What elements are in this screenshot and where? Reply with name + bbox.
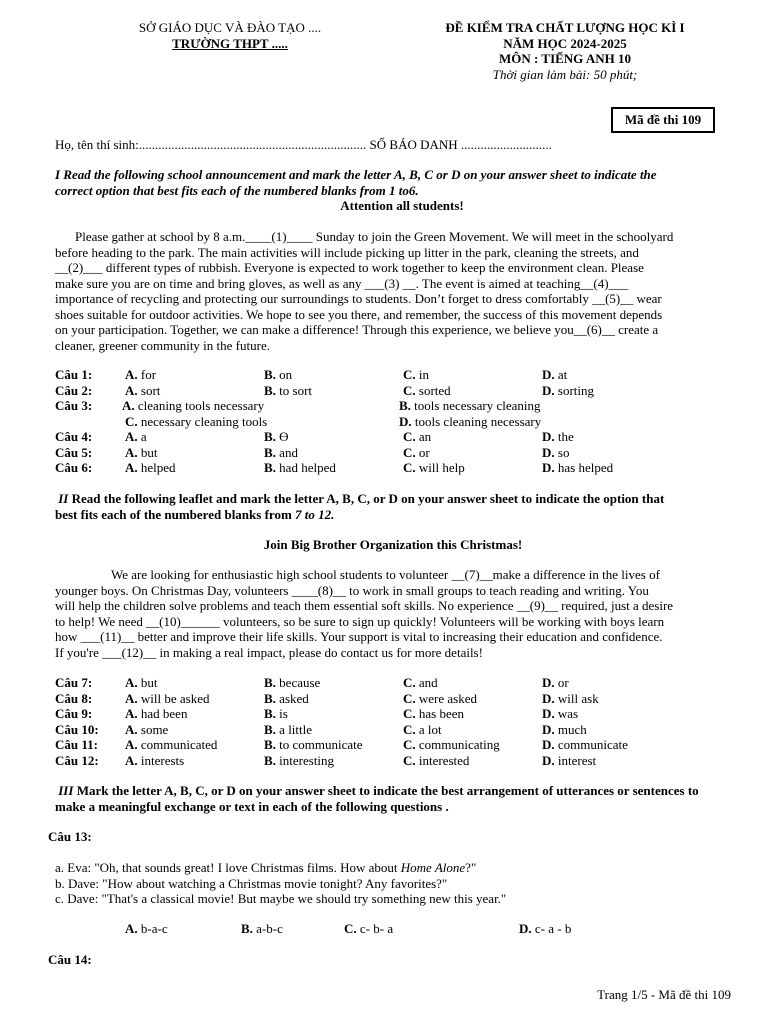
section3-instruction-line2: make a meaningful exchange or text in each of the following questions . <box>55 798 449 814</box>
passage-line: Please gather at school by 8 a.m.____(1)____ Sunday to join the Green Movement. We will meet in the schoolyard <box>75 229 674 244</box>
school-name: TRƯỜNG THPT ..... <box>172 35 288 51</box>
question-14-label: Câu 14: <box>48 952 92 967</box>
passage-line: cleaner, greener community in the future. <box>55 337 270 353</box>
section3-instruction-line1: III Mark the letter A, B, C, or D on your answer sheet to indicate the best arrangement of utterances or sentences to <box>58 783 699 798</box>
section1-passage <box>55 229 731 353</box>
header-right <box>400 20 730 82</box>
section2-title: Join Big Brother Organization this Christmas! <box>263 537 523 552</box>
section1-title: Attention all students! <box>340 198 464 213</box>
exam-code-box: Mã đề thi 109 <box>611 107 715 133</box>
passage-line: will help the children solve problems and teach them essential soft skills. No experience __(9)__ required, just a desire <box>55 598 674 613</box>
passage-line: If you're ___(12)__ in making a real impact, please do contact us for more details! <box>55 644 483 660</box>
passage-line: make sure you are on time and bring gloves, as well as any ___(3) __. The event is aimed at teaching__(4)___ <box>55 275 629 291</box>
school-year: NĂM HỌC 2024-2025 <box>503 35 627 51</box>
passage-line: before heading to the park. The main activities will include picking up litter in the park, cleaning the streets, and <box>55 244 639 260</box>
student-info-line: Họ, tên thí sinh:...................................................................... SỐ BÁO DANH ............................ <box>55 137 552 152</box>
section1-instruction-line1: I Read the following school announcement and mark the letter A, B, C or D on your answer sheet to indicate the <box>55 167 657 182</box>
section2-instruction-line2: best fits each of the numbered blanks from 7 to 12. <box>55 506 335 522</box>
subject: MÔN : TIẾNG ANH 10 <box>499 51 631 66</box>
section2-passage <box>55 567 731 660</box>
q13-line-a: a. Eva: "Oh, that sounds great! I love Christmas films. How about Home Alone?" <box>55 860 477 875</box>
passage-line: how ___(11)__ better and improve their life skills. Your support is vital to increasing their education and confidence. <box>55 629 663 644</box>
department-name: SỞ GIÁO DỤC VÀ ĐÀO TẠO .... <box>138 20 322 35</box>
passage-line: to help! We need __(10)______ volunteers, so be sure to sign up quickly! Volunteers will be working with boys learn <box>55 613 665 629</box>
passage-line: younger boys. On Christmas Day, volunteers ____(8)__ to work in small groups to teach reading and writing. You <box>55 582 649 598</box>
question-13-label: Câu 13: <box>48 829 92 844</box>
header-left <box>95 20 365 51</box>
passage-line: on your participation. Together, we can make a difference! Through this experience, we believe you__(6)__ create a <box>55 322 659 337</box>
section1-instruction-line2: correct option that best fits each of the numbered blanks from 1 to6. <box>55 182 419 198</box>
passage-line: shoes suitable for outdoor activities. We hope to see you there, and remember, the success of this movement depends <box>55 306 663 322</box>
exam-duration: Thời gian làm bài: 50 phút; <box>492 66 638 82</box>
q13-line-b: b. Dave: "How about watching a Christmas movie tonight? Any favorites?" <box>55 875 448 891</box>
passage-line: importance of recycling and protecting our surroundings to students. Don’t forget to dress comfortably __(5)__ wear <box>55 291 662 306</box>
q13-line-c: c. Dave: "That's a classical movie! But maybe we should try something new this year." <box>55 891 507 906</box>
page-footer: Trang 1/5 - Mã đề thi 109 <box>597 987 731 1002</box>
passage-line: __(2)___ different types of rubbish. Everyone is expected to work together to keep the environment clean. Please <box>55 260 644 275</box>
section2-instruction-line1: II Read the following leaflet and mark the letter A, B, C, or D on your answer sheet to indicate the option that <box>58 491 665 506</box>
exam-title: ĐỀ KIỂM TRA CHẤT LƯỢNG HỌC KÌ I <box>445 20 685 35</box>
passage-line: We are looking for enthusiastic high school students to volunteer __(7)__make a difference in the lives of <box>111 567 660 582</box>
